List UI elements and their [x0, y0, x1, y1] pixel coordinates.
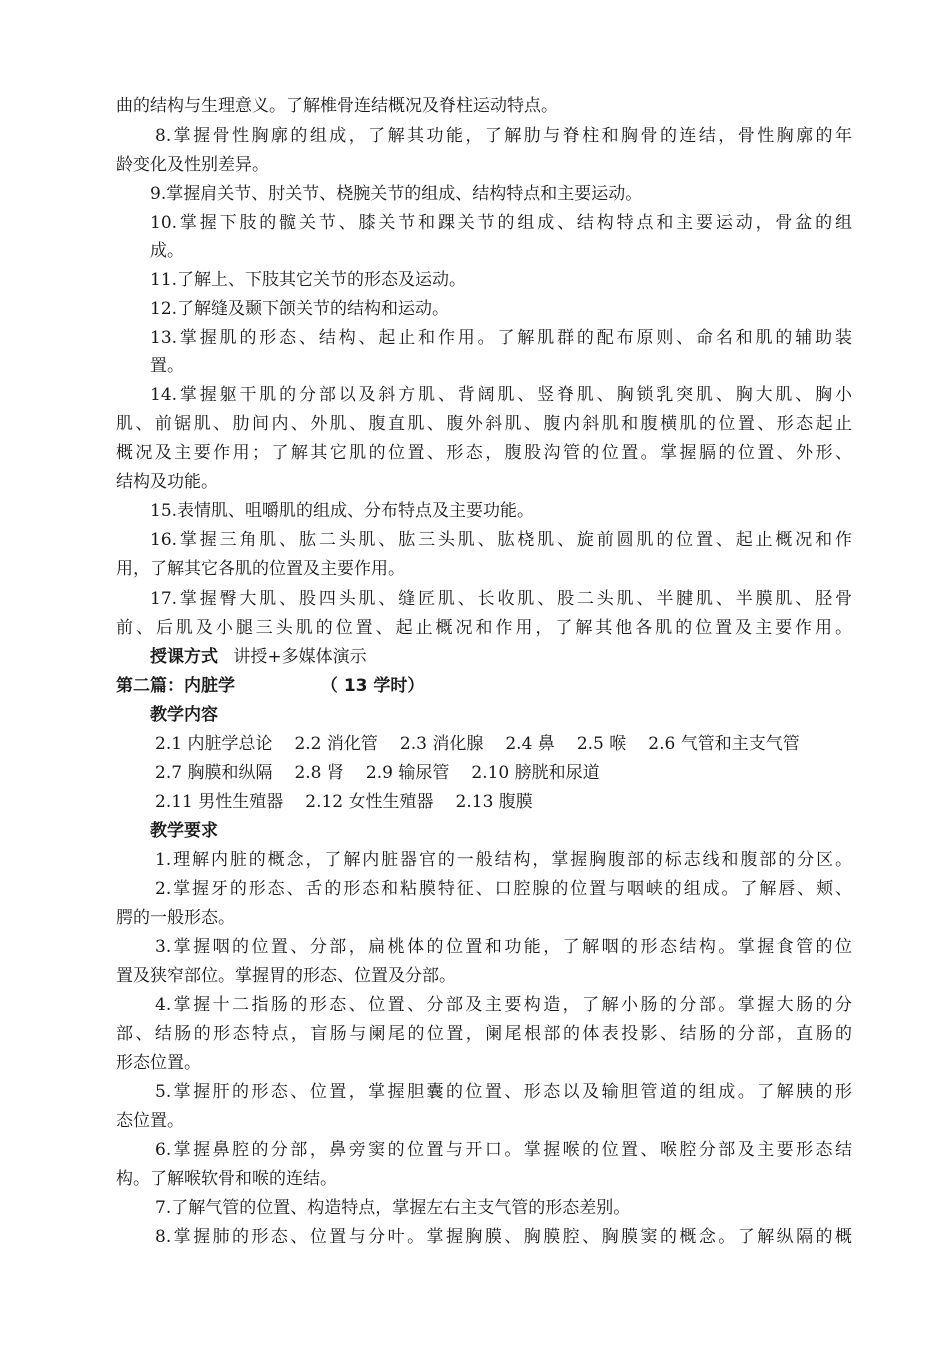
text-line: 8.掌握骨性胸廓的组成，了解其功能，了解肋与脊柱和胸骨的连结，骨性胸廓的年	[155, 126, 852, 146]
text-line: 部、结肠的形态特点，盲肠与阑尾的位置，阑尾根部的体表投影、结肠的分部，直肠的	[116, 1024, 852, 1044]
content-row	[155, 732, 852, 756]
text-line: 7.了解气管的位置、构造特点，掌握左右主支气管的形态差别。	[155, 1198, 631, 1218]
section-title: 第二篇：内脏学	[116, 676, 235, 696]
text-line: 前、后肌及小腿三头肌的位置、起止概况和作用，了解其他各肌的位置及主要作用。	[116, 618, 852, 638]
text-line: 12.了解缝及颞下颌关节的结构和运动。	[150, 299, 450, 319]
text-line: 15.表情肌、咀嚼肌的组成、分布特点及主要功能。	[150, 501, 535, 521]
text-line: 3.掌握咽的位置、分部，扁桃体的位置和功能，了解咽的形态结构。掌握食管的位	[155, 937, 852, 957]
text-line: 6.掌握鼻腔的分部，鼻旁窦的位置与开口。掌握喉的位置、喉腔分部及主要形态结	[155, 1140, 852, 1160]
teaching-method-label: 授课方式	[150, 647, 218, 667]
requirements-heading: 教学要求	[150, 821, 218, 841]
content-row	[155, 761, 852, 785]
content-item: 2.6 气管和主支气管	[648, 734, 800, 754]
content-item: 2.3 消化腺	[399, 734, 484, 754]
text-line: 龄变化及性别差异。	[116, 155, 269, 175]
content-row	[155, 790, 852, 814]
content-item: 2.9 输尿管	[365, 763, 450, 783]
content-item: 2.2 消化管	[294, 734, 378, 754]
content-item: 2.8 肾	[294, 763, 344, 783]
text-line: 置及狭窄部位。掌握胃的形态、位置及分部。	[116, 966, 456, 986]
text-line: 用，了解其它各肌的位置及主要作用。	[116, 559, 405, 579]
teaching-method	[150, 645, 852, 669]
content-item: 2.7 胸膜和纵隔	[155, 763, 273, 783]
text-line: 概况及主要作用；了解其它肌的位置、形态，腹股沟管的位置。掌握膈的位置、外形、	[116, 443, 852, 463]
content-item: 2.12 女性生殖器	[305, 792, 434, 812]
section-heading	[116, 674, 424, 698]
content-item: 2.10 膀胱和尿道	[471, 763, 600, 783]
text-line: 14.掌握躯干肌的分部以及斜方肌、背阔肌、竖脊肌、胸锁乳突肌、胸大肌、胸小	[150, 385, 852, 405]
text-line: 置。	[150, 356, 184, 376]
section-hours: （ 13 学时）	[320, 676, 425, 696]
content-item: 2.1 内脏学总论	[155, 734, 273, 754]
text-line: 16.掌握三角肌、肱二头肌、肱三头肌、肱桡肌、旋前圆肌的位置、起止概况和作	[150, 530, 852, 550]
text-line: 曲的结构与生理意义。了解椎骨连结概况及脊柱运动特点。	[116, 96, 558, 116]
teaching-method-value: 讲授+多媒体演示	[233, 647, 367, 667]
text-line: 结构及功能。	[116, 472, 218, 492]
content-item: 2.11 男性生殖器	[155, 792, 284, 812]
text-line: 态位置。	[116, 1111, 184, 1131]
text-line: 构。了解喉软骨和喉的连结。	[116, 1169, 337, 1189]
content-heading: 教学内容	[150, 705, 218, 725]
content-item: 2.13 腹膜	[455, 792, 533, 812]
text-line: 11.了解上、下肢其它关节的形态及运动。	[150, 270, 467, 290]
text-line: 10.掌握下肢的髋关节、膝关节和踝关节的组成、结构特点和主要运动，骨盆的组	[150, 213, 852, 233]
text-line: 13.掌握肌的形态、结构、起止和作用。了解肌群的配布原则、命名和肌的辅助装	[150, 328, 852, 348]
text-line: 腭的一般形态。	[116, 908, 235, 928]
content-item: 2.4 鼻	[505, 734, 555, 754]
text-line: 1.理解内脏的概念，了解内脏器官的一般结构，掌握胸腹部的标志线和腹部的分区。	[155, 850, 852, 870]
text-line: 成。	[150, 241, 184, 261]
text-line: 肌、前锯肌、肋间内、外肌、腹直肌、腹外斜肌、腹内斜肌和腹横肌的位置、形态起止	[116, 414, 852, 434]
text-line: 8.掌握肺的形态、位置与分叶。掌握胸膜、胸膜腔、胸膜窦的概念。了解纵隔的概	[155, 1227, 852, 1247]
text-line: 4.掌握十二指肠的形态、位置、分部及主要构造，了解小肠的分部。掌握大肠的分	[155, 995, 852, 1015]
text-line: 9.掌握肩关节、肘关节、桡腕关节的组成、结构特点和主要运动。	[150, 184, 643, 204]
content-item: 2.5 喉	[576, 734, 627, 754]
text-line: 5.掌握肝的形态、位置，掌握胆囊的位置、形态以及输胆管道的组成。了解胰的形	[155, 1082, 852, 1102]
text-line: 17.掌握臀大肌、股四头肌、缝匠肌、长收肌、股二头肌、半腱肌、半膜肌、胫骨	[150, 589, 852, 609]
text-line: 2.掌握牙的形态、舌的形态和粘膜特征、口腔腺的位置与咽峡的组成。了解唇、颊、	[155, 879, 852, 899]
text-line: 形态位置。	[116, 1053, 201, 1073]
